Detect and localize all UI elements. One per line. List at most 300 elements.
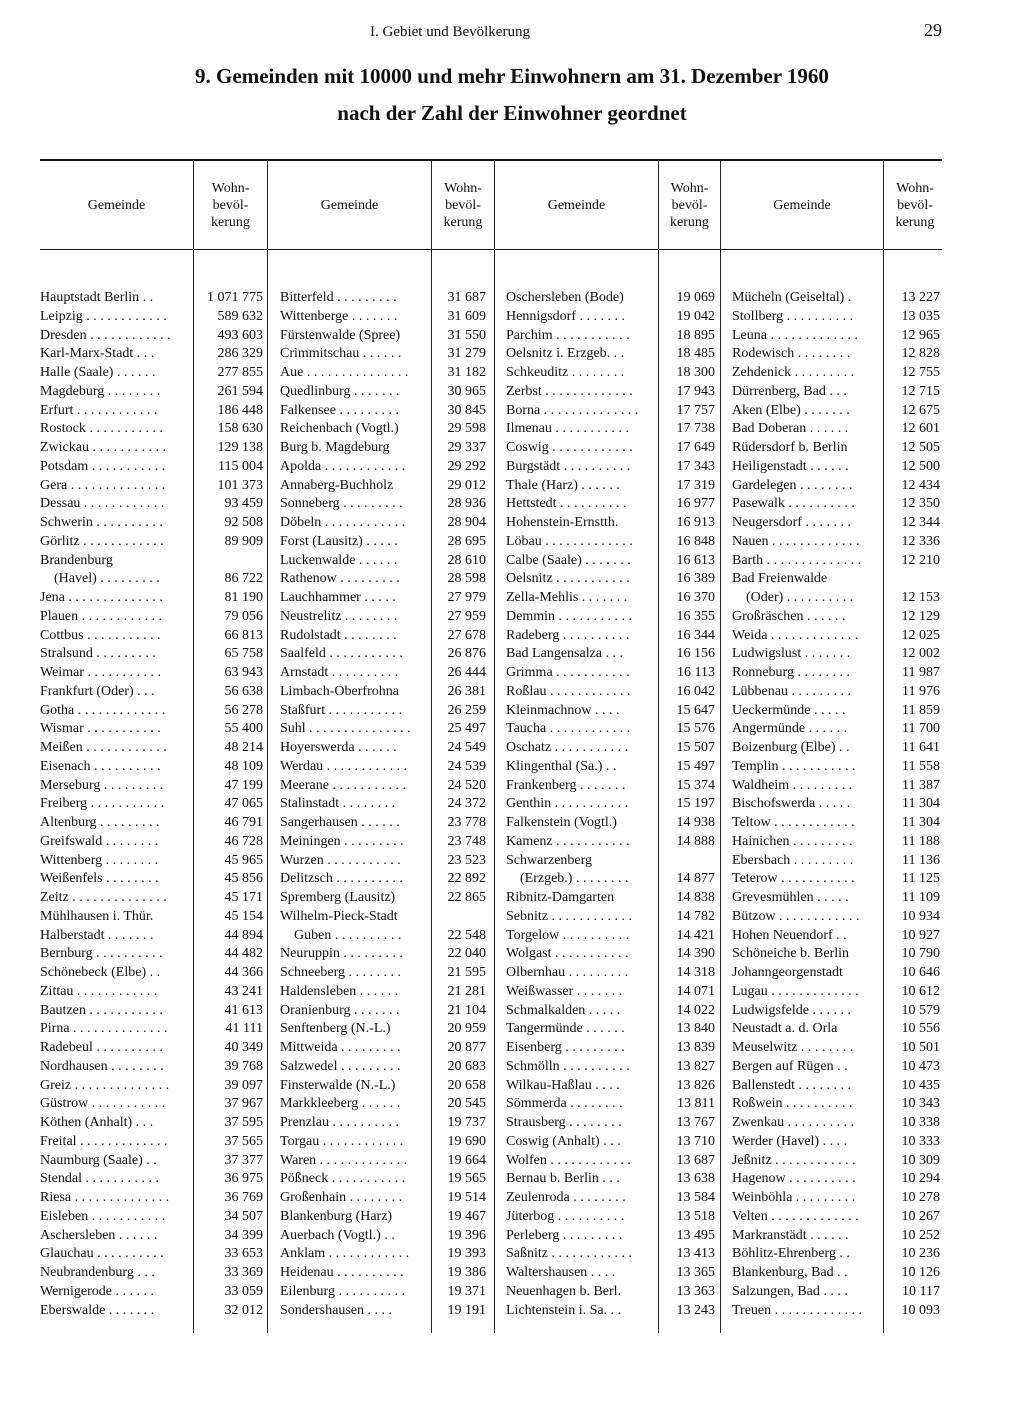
table-row (506, 1151, 715, 1170)
gemeinde-name: Bad Doberan . . . . . . (732, 421, 849, 437)
gemeinde-name: Boizenburg (Elbe) . . (732, 740, 850, 755)
gemeinde-name: Markranstädt . . . . . . (732, 1227, 849, 1243)
table-row (506, 963, 715, 982)
header-gemeinde: Gemeinde (773, 198, 831, 213)
table-row (732, 907, 940, 926)
gemeinde-name: Suhl . . . . . . . . . . . . . . . (280, 721, 411, 737)
wohnbevoelkerung-value: 589 632 (217, 308, 263, 324)
gemeinde-name: Salzungen, Bad . . . . (732, 1283, 848, 1299)
gemeinde-name: Radeberg . . . . . . . . . . (506, 627, 630, 643)
wohnbevoelkerung-value: 12 336 (901, 533, 940, 549)
wohnbevoelkerung-value: 11 136 (902, 852, 940, 868)
table-row (506, 1076, 715, 1095)
gemeinde-name: Weimar . . . . . . . . . . . (40, 665, 161, 680)
gemeinde-name: Weida . . . . . . . . . . . . . (732, 627, 859, 643)
wohnbevoelkerung-value: 12 715 (901, 383, 940, 399)
wohnbevoelkerung-value: 10 612 (901, 983, 940, 999)
gemeinde-name: Stralsund . . . . . . . . . (40, 646, 156, 662)
table-row (732, 832, 940, 851)
wohnbevoelkerung-value: 20 959 (447, 1021, 486, 1037)
table-row (40, 832, 263, 851)
gemeinde-name: Sangerhausen . . . . . . (280, 815, 400, 830)
gemeinde-name: Wismar . . . . . . . . . . . (40, 721, 161, 737)
gemeinde-name: Güstrow . . . . . . . . . . . (40, 1096, 166, 1112)
table-row (732, 476, 940, 495)
gemeinde-name: Werder (Havel) . . . . (732, 1133, 848, 1149)
wohnbevoelkerung-value: 26 381 (447, 683, 486, 699)
wohnbevoelkerung-value: 17 649 (676, 440, 715, 455)
table-row (506, 363, 715, 382)
gemeinde-name: Burg b. Magdeburg (280, 440, 390, 455)
wohnbevoelkerung-value: 17 757 (676, 402, 715, 418)
wohnbevoelkerung-value: 10 236 (901, 1246, 940, 1262)
gemeinde-name: Bitterfeld . . . . . . . . . (280, 290, 397, 305)
wohnbevoelkerung-value: 14 390 (676, 946, 715, 962)
table-row (506, 832, 715, 851)
wohnbevoelkerung-value: 66 813 (224, 627, 263, 643)
gemeinde-name: Pößneck . . . . . . . . . . . (280, 1171, 406, 1187)
wohnbevoelkerung-value: 11 387 (902, 777, 940, 793)
top-rule (40, 159, 942, 161)
table-row (506, 888, 715, 907)
gemeinde-name: Zerbst . . . . . . . . . . . . . (506, 383, 633, 399)
table-row (280, 813, 486, 832)
table-row (280, 1038, 486, 1057)
wohnbevoelkerung-value: 12 002 (901, 646, 940, 662)
gemeinde-name: Freital . . . . . . . . . . . . . (40, 1133, 168, 1149)
gemeinde-name: Ebersbach . . . . . . . . . (732, 852, 854, 868)
wohnbevoelkerung-value: 13 767 (676, 1115, 715, 1130)
table-row (280, 644, 486, 663)
gemeinde-name: Hettstedt . . . . . . . . . . (506, 496, 627, 512)
table-row (280, 401, 486, 420)
gemeinde-name: Jüterbog . . . . . . . . . . (506, 1208, 625, 1224)
table-row (506, 757, 715, 776)
table-row (506, 457, 715, 476)
wohnbevoelkerung-value: 158 630 (217, 421, 263, 437)
wohnbevoelkerung-value: 33 059 (224, 1283, 263, 1299)
gemeinde-name: Bützow . . . . . . . . . . . . (732, 908, 860, 924)
table-row (732, 944, 940, 963)
wohnbevoelkerung-value: 18 300 (676, 365, 715, 380)
wohnbevoelkerung-value: 92 508 (224, 515, 263, 530)
table-row (506, 813, 715, 832)
wohnbevoelkerung-value: 93 459 (224, 496, 263, 512)
wohnbevoelkerung-value: 31 609 (447, 308, 486, 324)
gemeinde-name: Roßwein . . . . . . . . . . (732, 1096, 853, 1112)
table-row (732, 626, 940, 645)
table-row (506, 1188, 715, 1207)
wohnbevoelkerung-value: 19 514 (447, 1190, 486, 1205)
wohnbevoelkerung-value: 37 595 (224, 1115, 263, 1130)
wohnbevoelkerung-value: 13 638 (676, 1171, 715, 1187)
wohnbevoelkerung-value: 15 507 (676, 740, 715, 755)
wohnbevoelkerung-value: 13 811 (677, 1096, 715, 1112)
table-row (732, 307, 940, 326)
table-row (732, 607, 940, 626)
table-row (40, 794, 263, 813)
table-row (40, 757, 263, 776)
wohnbevoelkerung-value: 16 355 (676, 608, 715, 624)
wohnbevoelkerung-value: 28 695 (447, 533, 486, 549)
table-row (506, 719, 715, 738)
table-row (40, 813, 263, 832)
gemeinde-name: Genthin . . . . . . . . . . . (506, 796, 629, 812)
gemeinde-name: Staßfurt . . . . . . . . . . . (280, 702, 403, 718)
wohnbevoelkerung-value: 14 782 (676, 908, 715, 924)
gemeinde-name: Bergen auf Rügen . . (732, 1058, 848, 1074)
table-row (40, 701, 263, 720)
gemeinde-name: Zeitz . . . . . . . . . . . . . . (40, 890, 167, 905)
wohnbevoelkerung-value: 37 377 (224, 1152, 263, 1168)
gemeinde-name: Pirna . . . . . . . . . . . . . . (40, 1021, 168, 1037)
table-row (280, 907, 486, 926)
wohnbevoelkerung-value: 16 370 (676, 590, 715, 605)
table-row (40, 644, 263, 663)
table-row (40, 1226, 263, 1245)
wohnbevoelkerung-value: 21 104 (447, 1002, 486, 1018)
gemeinde-name: Lugau . . . . . . . . . . . . . (732, 983, 859, 999)
running-head: I. Gebiet und Bevölkerung (370, 24, 530, 40)
table-row (40, 944, 263, 963)
wohnbevoelkerung-value: 11 987 (902, 665, 940, 680)
table-row (732, 794, 940, 813)
table-row (280, 494, 486, 513)
gemeinde-name: Grevesmühlen . . . . . (732, 890, 849, 905)
gemeinde-name: Aken (Elbe) . . . . . . . (732, 402, 850, 418)
table-row (732, 813, 940, 832)
gemeinde-name: Perleberg . . . . . . . . . (506, 1227, 623, 1243)
gemeinde-name: Quedlinburg . . . . . . . (280, 383, 400, 399)
gemeinde-name: Reichenbach (Vogtl.) (280, 421, 399, 437)
table-row (506, 1038, 715, 1057)
gemeinde-name: Potsdam . . . . . . . . . . . (40, 458, 166, 474)
table-row (506, 532, 715, 551)
wohnbevoelkerung-value: 16 977 (676, 496, 715, 512)
table-row (280, 326, 486, 345)
wohnbevoelkerung-value: 22 865 (447, 890, 486, 905)
gemeinde-name: Halberstadt . . . . . . . (40, 927, 154, 943)
table-row (40, 569, 263, 588)
table-row (280, 626, 486, 645)
gemeinde-name: Waltershausen . . . . (506, 1265, 616, 1280)
gemeinde-name: Sonneberg . . . . . . . . . (280, 496, 403, 512)
wohnbevoelkerung-value: 30 965 (447, 383, 486, 399)
table-row (506, 1301, 715, 1320)
gemeinde-name: Großräschen . . . . . . (732, 608, 846, 624)
table-row (40, 682, 263, 701)
table-row (732, 738, 940, 757)
gemeinde-name: Tangermünde . . . . . . (506, 1021, 625, 1037)
gemeinde-name: Stalinstadt . . . . . . . . (280, 796, 396, 812)
table-row (506, 738, 715, 757)
gemeinde-name: Leipzig . . . . . . . . . . . . (40, 308, 167, 324)
gemeinde-name: Nauen . . . . . . . . . . . . . (732, 533, 860, 549)
wohnbevoelkerung-value: 14 318 (676, 965, 715, 980)
gemeinde-name: Gera . . . . . . . . . . . . . . (40, 477, 166, 493)
gemeinde-name: Brandenburg (40, 552, 113, 568)
gemeinde-name: Nordhausen . . . . . . . . (40, 1058, 164, 1074)
table-row (40, 382, 263, 401)
gemeinde-name: (Erzgeb.) . . . . . . . . (520, 871, 629, 887)
wohnbevoelkerung-value: 19 371 (447, 1283, 486, 1299)
table-row (732, 288, 940, 307)
table-row (40, 663, 263, 682)
gemeinde-name: Bad Langensalza . . . (506, 646, 624, 662)
table-row (732, 419, 940, 438)
wohnbevoelkerung-value: 19 042 (676, 308, 715, 324)
table-row (40, 607, 263, 626)
gemeinde-name: Bautzen . . . . . . . . . . . (40, 1002, 163, 1018)
gemeinde-name: Templin . . . . . . . . . . . (732, 758, 856, 774)
table-row (732, 682, 940, 701)
gemeinde-name: Saßnitz . . . . . . . . . . . . (506, 1246, 632, 1262)
table-row (506, 588, 715, 607)
gemeinde-name: Wolgast . . . . . . . . . . . (506, 946, 629, 962)
wohnbevoelkerung-value: 14 888 (676, 833, 715, 849)
wohnbevoelkerung-value: 10 473 (901, 1058, 940, 1074)
gemeinde-name: Dürrenberg, Bad . . . (732, 383, 847, 399)
gemeinde-name: Eilenburg . . . . . . . . . . (280, 1283, 405, 1299)
table-row (506, 682, 715, 701)
gemeinde-name: Rudolstadt . . . . . . . . (280, 627, 397, 643)
table-row (40, 363, 263, 382)
table-row (506, 326, 715, 345)
gemeinde-name: Blankenburg (Harz) (280, 1208, 393, 1224)
gemeinde-name: Oschersleben (Bode) (506, 290, 624, 305)
wohnbevoelkerung-value: 24 372 (447, 796, 486, 812)
wohnbevoelkerung-value: 23 523 (447, 852, 486, 868)
gemeinde-name: Eisenberg . . . . . . . . . (506, 1040, 625, 1055)
wohnbevoelkerung-value: 24 549 (447, 740, 486, 755)
wohnbevoelkerung-value: 10 501 (901, 1040, 940, 1055)
header-gemeinde: Gemeinde (87, 198, 146, 213)
gemeinde-name: Saalfeld . . . . . . . . . . . (280, 646, 403, 662)
table-row (40, 907, 263, 926)
table-row (280, 363, 486, 382)
table-row (506, 663, 715, 682)
table-row (280, 607, 486, 626)
gemeinde-name: Hainichen . . . . . . . . . (732, 833, 853, 849)
table-row (732, 532, 940, 551)
gemeinde-name: Hoyerswerda . . . . . . (280, 740, 397, 755)
wohnbevoelkerung-value: 45 171 (224, 890, 263, 905)
table-row (506, 401, 715, 420)
wohnbevoelkerung-value: 41 111 (225, 1021, 263, 1037)
table-row (506, 419, 715, 438)
wohnbevoelkerung-value: 25 497 (447, 721, 486, 737)
wohnbevoelkerung-value: 27 979 (447, 590, 486, 605)
wohnbevoelkerung-value: 37 967 (224, 1096, 263, 1112)
table-row (280, 1301, 486, 1320)
gemeinde-name: Kleinmachnow . . . . (506, 702, 620, 718)
wohnbevoelkerung-value: 261 594 (217, 383, 263, 399)
gemeinde-name: Böhlitz-Ehrenberg . . (732, 1246, 850, 1262)
gemeinde-name: Döbeln . . . . . . . . . . . . (280, 515, 406, 530)
gemeinde-name: Lichtenstein i. Sa. . . (506, 1302, 622, 1318)
table-row (40, 1244, 263, 1263)
gemeinde-name: Hauptstadt Berlin . . (40, 290, 154, 305)
gemeinde-name: Meißen . . . . . . . . . . . . (40, 740, 167, 755)
wohnbevoelkerung-value: 10 646 (901, 965, 940, 980)
wohnbevoelkerung-value: 27 678 (447, 627, 486, 643)
table-row (732, 1113, 940, 1132)
table-row (506, 869, 715, 888)
gemeinde-name: Neubrandenburg . . . (40, 1265, 155, 1280)
wohnbevoelkerung-value: 44 366 (224, 965, 263, 980)
table-row (732, 869, 940, 888)
gemeinde-name: Sömmerda . . . . . . . . (506, 1096, 623, 1112)
table-row (732, 776, 940, 795)
wohnbevoelkerung-value: 13 413 (676, 1246, 715, 1262)
gemeinde-name: Auerbach (Vogtl.) . . (280, 1227, 395, 1243)
gemeinde-name: Falkensee . . . . . . . . . (280, 402, 399, 418)
wohnbevoelkerung-value: 13 518 (676, 1208, 715, 1224)
gemeinde-name: Freiberg . . . . . . . . . . . (40, 796, 165, 812)
wohnbevoelkerung-value: 12 755 (901, 365, 940, 380)
gemeinde-name: Mühlhausen i. Thür. (40, 908, 154, 924)
table-row (40, 1282, 263, 1301)
wohnbevoelkerung-value: 48 109 (224, 758, 263, 774)
wohnbevoelkerung-value: 81 190 (224, 590, 263, 605)
table-row (280, 1207, 486, 1226)
table-row (732, 588, 940, 607)
gemeinde-name: Coswig . . . . . . . . . . . . (506, 440, 633, 455)
gemeinde-name: Blankenburg, Bad . . (732, 1265, 848, 1280)
gemeinde-name: Eisenach . . . . . . . . . . (40, 758, 161, 774)
wohnbevoelkerung-value: 16 113 (677, 665, 715, 680)
table-row (732, 701, 940, 720)
table-row (40, 1019, 263, 1038)
gemeinde-name: Apolda . . . . . . . . . . . . (280, 458, 406, 474)
table-row (280, 288, 486, 307)
gemeinde-name: Thale (Harz) . . . . . . (506, 477, 620, 493)
wohnbevoelkerung-value: 13 687 (676, 1152, 715, 1168)
gemeinde-name: Waldheim . . . . . . . . . (732, 777, 853, 793)
table-row (280, 1263, 486, 1282)
gemeinde-name: Halle (Saale) . . . . . . (40, 365, 156, 380)
gemeinde-name: Finsterwalde (N.-L.) (280, 1077, 396, 1093)
gemeinde-name: Zella-Mehlis . . . . . . . (506, 590, 628, 605)
gemeinde-name: Taucha . . . . . . . . . . . . (506, 721, 631, 737)
gemeinde-name: Velten . . . . . . . . . . . . . (732, 1208, 859, 1224)
table-row (280, 719, 486, 738)
gemeinde-name: Demmin . . . . . . . . . . . (506, 608, 632, 624)
gemeinde-name: Barth . . . . . . . . . . . . . . (732, 552, 862, 568)
table-row (732, 1301, 940, 1320)
table-row (506, 1263, 715, 1282)
table-row (732, 1282, 940, 1301)
wohnbevoelkerung-value: 13 227 (901, 290, 940, 305)
table-row (732, 663, 940, 682)
gemeinde-name: Schöneiche b. Berlin (732, 946, 850, 962)
table-row (280, 344, 486, 363)
gemeinde-name: Frankenberg . . . . . . . (506, 777, 626, 793)
wohnbevoelkerung-value: 18 485 (676, 346, 715, 362)
gemeinde-name: Delitzsch . . . . . . . . . . (280, 871, 403, 887)
wohnbevoelkerung-value: 16 156 (676, 646, 715, 662)
gemeinde-name: Luckenwalde . . . . . . (280, 552, 398, 568)
gemeinde-name: Teterow . . . . . . . . . . . (732, 871, 855, 887)
gemeinde-name: Calbe (Saale) . . . . . . . (506, 552, 631, 568)
wohnbevoelkerung-value: 10 556 (901, 1021, 940, 1037)
gemeinde-name: Meuselwitz . . . . . . . . (732, 1040, 854, 1055)
wohnbevoelkerung-value: 13 840 (676, 1021, 715, 1037)
wohnbevoelkerung-value: 37 565 (224, 1133, 263, 1149)
wohnbevoelkerung-value: 19 690 (447, 1133, 486, 1149)
table-row (732, 401, 940, 420)
wohnbevoelkerung-value: 13 710 (676, 1133, 715, 1149)
gemeinde-name: Stendal . . . . . . . . . . . (40, 1171, 159, 1187)
table-row (40, 926, 263, 945)
gemeinde-name: Wernigerode . . . . . . (40, 1283, 154, 1299)
wohnbevoelkerung-value: 17 738 (676, 421, 715, 437)
wohnbevoelkerung-value: 29 598 (447, 421, 486, 437)
wohnbevoelkerung-value: 12 129 (901, 608, 940, 624)
wohnbevoelkerung-value: 14 421 (676, 927, 715, 943)
gemeinde-name: Zittau . . . . . . . . . . . . (40, 983, 158, 999)
gemeinde-name: Plauen . . . . . . . . . . . . (40, 608, 163, 624)
gemeinde-name: Meerane . . . . . . . . . . . (280, 777, 406, 793)
wohnbevoelkerung-value: 29 012 (447, 477, 486, 493)
table-row (40, 1113, 263, 1132)
wohnbevoelkerung-value: 86 722 (224, 571, 263, 587)
gemeinde-name: Löbau . . . . . . . . . . . . . (506, 533, 633, 549)
gemeinde-name: Eberswalde . . . . . . . (40, 1302, 155, 1318)
wohnbevoelkerung-value: 28 598 (447, 571, 486, 587)
wohnbevoelkerung-value: 13 363 (676, 1283, 715, 1299)
gemeinde-name: Schmölln . . . . . . . . . . (506, 1058, 630, 1074)
wohnbevoelkerung-value: 10 117 (902, 1283, 940, 1299)
wohnbevoelkerung-value: 40 349 (224, 1040, 263, 1055)
table-row (732, 1094, 940, 1113)
table-row (280, 1132, 486, 1151)
gemeinde-name: Olbernhau . . . . . . . . . (506, 965, 629, 980)
table-row (40, 438, 263, 457)
table-row (40, 326, 263, 345)
gemeinde-name: Torgelow . . . . . . . . . . (506, 927, 630, 943)
wohnbevoelkerung-value: 39 097 (224, 1077, 263, 1093)
wohnbevoelkerung-value: 13 243 (676, 1302, 715, 1318)
table-row (280, 963, 486, 982)
table-row (732, 1038, 940, 1057)
gemeinde-name: Oranienburg . . . . . . . (280, 1002, 400, 1018)
table-row (732, 644, 940, 663)
gemeinde-name: Wilkau-Haßlau . . . . (506, 1077, 620, 1093)
gemeinde-name: Borna . . . . . . . . . . . . . . (506, 402, 639, 418)
wohnbevoelkerung-value: 10 790 (901, 946, 940, 962)
wohnbevoelkerung-value: 12 025 (901, 627, 940, 643)
table-row (280, 888, 486, 907)
table-row (506, 1244, 715, 1263)
gemeinde-name: Burgstädt . . . . . . . . . . (506, 458, 631, 474)
table-row (506, 776, 715, 795)
table-row (40, 1132, 263, 1151)
wohnbevoelkerung-value: 11 976 (902, 683, 940, 699)
gemeinde-name: Ballenstedt . . . . . . . . (732, 1077, 851, 1093)
gemeinde-name: Bernau b. Berlin . . . (506, 1171, 620, 1187)
wohnbevoelkerung-value: 14 071 (676, 983, 715, 999)
wohnbevoelkerung-value: 19 737 (447, 1115, 486, 1130)
wohnbevoelkerung-value: 19 393 (447, 1246, 486, 1262)
wohnbevoelkerung-value: 1 071 775 (207, 290, 263, 305)
gemeinde-name: Parchim . . . . . . . . . . . (506, 327, 630, 343)
gemeinde-name: Arnstadt . . . . . . . . . . (280, 665, 399, 680)
table-row (506, 438, 715, 457)
gemeinde-name: Erfurt . . . . . . . . . . . . (40, 402, 158, 418)
gemeinde-name: Weinböhla . . . . . . . . . (732, 1190, 856, 1205)
wohnbevoelkerung-value: 10 252 (901, 1227, 940, 1243)
